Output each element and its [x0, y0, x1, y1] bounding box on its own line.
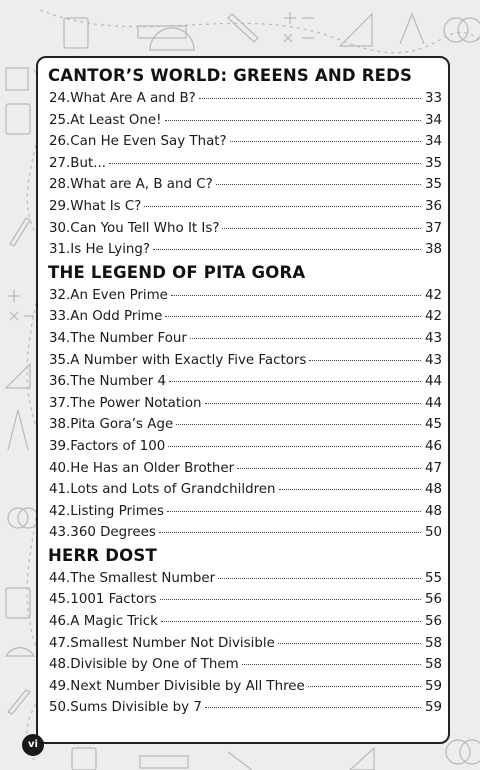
toc-entry: [48, 676, 442, 698]
dot-leader: [161, 621, 421, 622]
dot-leader: [242, 664, 421, 665]
calculator-icon-left-2: [6, 588, 30, 618]
toc-entry: [48, 697, 442, 719]
toc-entry: [48, 393, 442, 415]
toc-entry: [48, 589, 442, 611]
entry-page: 44: [424, 374, 442, 390]
entry-page: 43: [424, 330, 442, 346]
entry-title: Is He Lying?: [70, 242, 151, 258]
entry-title: An Odd Prime: [70, 309, 163, 325]
calculator-icon: [64, 18, 88, 48]
toc-entry: [48, 306, 442, 328]
toc-section: [48, 261, 442, 544]
ruler-icon: [138, 26, 186, 38]
entry-title: Can You Tell Who It Is?: [70, 220, 220, 236]
entry-number: 25.: [49, 112, 71, 128]
toc-entry: [48, 501, 442, 523]
toc-entry: [48, 174, 442, 196]
entry-title: 360 Degrees: [70, 525, 156, 541]
entry-title: A Number with Exactly Five Factors: [70, 352, 307, 368]
dot-leader: [205, 707, 421, 708]
entry-number: 41.: [49, 482, 71, 498]
entry-title: Listing Primes: [70, 503, 164, 519]
entry-number: 32.: [49, 287, 71, 303]
dot-leader: [216, 184, 421, 185]
venn-icon-bottom: [446, 740, 470, 764]
triangle-ruler-icon-bottom: [350, 748, 374, 770]
entry-page: 48: [424, 482, 442, 498]
plus-minus-icon-left: [8, 290, 34, 320]
entry-page: 38: [424, 242, 442, 258]
protractor-icon-left: [6, 648, 34, 656]
entry-number: 39.: [49, 438, 71, 454]
entry-page: 59: [424, 700, 442, 716]
entry-number: 34.: [49, 330, 71, 346]
toc-entry: [48, 131, 442, 153]
entry-page: 59: [424, 678, 442, 694]
entry-page: 58: [424, 657, 442, 673]
entry-title: Factors of 100: [70, 438, 166, 454]
pencil-icon: [228, 14, 258, 42]
entry-page: 48: [424, 503, 442, 519]
entry-page: 45: [424, 417, 442, 433]
pencil-icon-bottom: [228, 752, 252, 770]
toc-entry: [48, 371, 442, 393]
dot-leader: [230, 141, 421, 142]
triangle-ruler-icon: [340, 14, 372, 46]
entry-number: 28.: [49, 177, 71, 193]
dot-leader: [308, 686, 421, 687]
entry-number: 47.: [49, 635, 71, 651]
entry-title: Divisible by One of Them: [70, 657, 239, 673]
toc-entry: [48, 153, 442, 175]
entry-number: 43.: [49, 525, 71, 541]
toc-entry: [48, 458, 442, 480]
dot-leader: [171, 295, 421, 296]
dot-leader: [199, 98, 421, 99]
entry-page: 44: [424, 395, 442, 411]
entry-number: 48.: [49, 657, 71, 673]
dot-leader: [279, 489, 421, 490]
dot-leader: [109, 163, 421, 164]
toc-entry: [48, 239, 442, 261]
entry-title: Lots and Lots of Grandchildren: [70, 482, 276, 498]
dot-leader: [160, 599, 421, 600]
entry-title: Next Number Divisible by All Three: [70, 678, 305, 694]
entry-title: An Even Prime: [70, 287, 168, 303]
entry-title: Can He Even Say That?: [70, 134, 227, 150]
entry-title: He Has an Older Brother: [70, 460, 235, 476]
entry-title: Sums Divisible by 7: [70, 700, 202, 716]
dot-leader: [168, 446, 421, 447]
entry-number: 44.: [49, 570, 71, 586]
toc-entry: [48, 218, 442, 240]
entry-page: 55: [424, 570, 442, 586]
toc-entry: [48, 568, 442, 590]
entry-page: 42: [424, 309, 442, 325]
entry-title: A Magic Trick: [70, 614, 158, 630]
toc-entry: [48, 328, 442, 350]
entry-number: 26.: [49, 134, 71, 150]
toc-entry: [48, 633, 442, 655]
entry-page: 35: [424, 177, 442, 193]
toc-section: [48, 64, 442, 261]
entry-page: 58: [424, 635, 442, 651]
toc-entry: [48, 522, 442, 544]
dot-leader: [159, 532, 421, 533]
dot-leader: [167, 511, 421, 512]
dot-leader: [176, 424, 421, 425]
dot-leader: [190, 338, 421, 339]
entry-page: 47: [424, 460, 442, 476]
dot-leader: [278, 643, 421, 644]
venn-icon: [444, 18, 468, 42]
toc-entry: [48, 110, 442, 132]
entry-number: 40.: [49, 460, 71, 476]
entry-number: 35.: [49, 352, 71, 368]
toc-entry: [48, 611, 442, 633]
entry-page: 34: [424, 112, 442, 128]
entry-title: What Is C?: [70, 198, 142, 214]
entry-number: 37.: [49, 395, 71, 411]
ruler-icon-bottom: [140, 756, 188, 768]
toc-entry: [48, 88, 442, 110]
toc-entry: [48, 436, 442, 458]
dot-leader: [165, 120, 421, 121]
entry-page: 34: [424, 134, 442, 150]
entry-title: The Number Four: [70, 330, 187, 346]
entry-number: 24.: [49, 91, 71, 106]
protractor-icon: [150, 28, 194, 50]
toc-entry: [48, 414, 442, 436]
calculator-icon-left: [6, 104, 30, 134]
entry-page: 46: [424, 438, 442, 454]
dot-leader: [169, 381, 421, 382]
entry-title: What are A, B and C?: [70, 177, 213, 193]
entry-title: Pita Gora’s Age: [70, 417, 174, 433]
section-title: HERR DOST: [48, 545, 157, 565]
entry-title: The Smallest Number: [70, 570, 216, 586]
toc-entry: [48, 654, 442, 676]
entry-page: 33: [424, 91, 442, 106]
toc-section: [48, 544, 442, 719]
compass-icon: [8, 410, 28, 450]
dot-leader: [144, 206, 421, 207]
entry-page: 35: [424, 155, 442, 171]
entry-number: 36.: [49, 374, 71, 390]
toc-entry: [48, 285, 442, 307]
dot-leader: [153, 249, 421, 250]
calculator-icon-bottom: [72, 748, 96, 770]
toc-entry: [48, 196, 442, 218]
dot-leader: [222, 228, 421, 229]
entry-number: 31.: [49, 242, 71, 258]
entry-title: At Least One!: [70, 112, 162, 128]
pencil-icon-left-2: [8, 690, 30, 714]
entry-title: What Are A and B?: [70, 91, 196, 106]
dot-leader: [309, 360, 421, 361]
entry-title: But...: [70, 155, 106, 171]
entry-number: 30.: [49, 220, 71, 236]
dot-leader: [205, 403, 421, 404]
section-title: CANTOR’S WORLD: GREENS AND REDS: [48, 66, 413, 85]
entry-number: 42.: [49, 503, 71, 519]
table-of-contents-panel: [36, 56, 450, 744]
entry-title: The Number 4: [70, 374, 167, 390]
entry-number: 38.: [49, 417, 71, 433]
section-title: THE LEGEND OF PITA GORA: [48, 262, 306, 282]
dot-leader: [165, 316, 421, 317]
entry-page: 50: [424, 525, 442, 541]
entry-page: 56: [424, 592, 442, 608]
entry-number: 45.: [49, 592, 71, 608]
plus-minus-icon: [284, 12, 314, 42]
page-number-badge: vi: [22, 734, 44, 756]
entry-number: 27.: [49, 155, 71, 171]
entry-page: 42: [424, 287, 442, 303]
triangle-icon-left: [6, 364, 30, 388]
entry-number: 49.: [49, 678, 71, 694]
entry-page: 37: [424, 220, 442, 236]
entry-number: 46.: [49, 614, 71, 630]
entry-title: Smallest Number Not Divisible: [70, 635, 275, 651]
toc-entry: [48, 350, 442, 372]
toc-entry: [48, 479, 442, 501]
entry-number: 33.: [49, 309, 71, 325]
entry-title: The Power Notation: [70, 395, 202, 411]
entry-page: 56: [424, 614, 442, 630]
pencil-icon-left: [10, 218, 30, 246]
entry-number: 29.: [49, 198, 71, 214]
entry-page: 36: [424, 198, 442, 214]
dot-leader: [237, 468, 421, 469]
entry-page: 43: [424, 352, 442, 368]
entry-number: 50.: [49, 700, 71, 716]
dot-leader: [218, 578, 421, 579]
cone-icon: [400, 14, 424, 44]
cube-icon: [6, 68, 28, 90]
entry-title: 1001 Factors: [70, 592, 157, 608]
